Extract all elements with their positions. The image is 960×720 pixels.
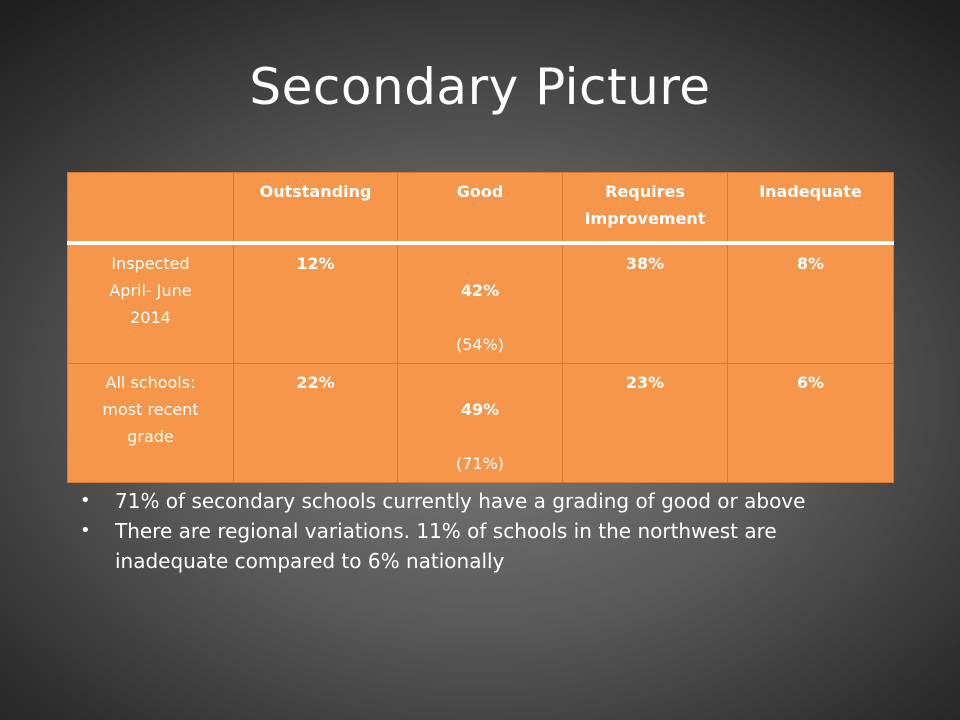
row-label: Inspected April- June 2014 (68, 243, 234, 364)
requires-improvement-value: 23% (563, 364, 728, 483)
bullet-dot-icon: • (80, 520, 91, 541)
requires-improvement-value: 38% (563, 243, 728, 364)
good-cell (398, 364, 563, 483)
header-empty-cell (68, 173, 234, 244)
header-good: Good (398, 173, 563, 244)
bullet-text: There are regional variations. 11% of schools in the northwest are inadequate compared to 6% nationally (115, 519, 777, 573)
bullet-dot-icon: • (80, 490, 91, 511)
header-inadequate: Inadequate (728, 173, 894, 244)
inadequate-value: 8% (728, 243, 894, 364)
good-cumulative-value: (54%) (455, 335, 505, 354)
bullet-text: 71% of secondary schools currently have a grading of good or above (115, 489, 806, 513)
slide-title: Secondary Picture (249, 58, 711, 116)
bullet-item (76, 486, 816, 516)
outstanding-value: 22% (234, 364, 398, 483)
table-header-row (68, 173, 894, 244)
table-row (68, 243, 894, 364)
good-value: 49% (460, 400, 500, 419)
outstanding-value: 12% (234, 243, 398, 364)
row-label: All schools: most recent grade (68, 364, 234, 483)
bullet-list (76, 486, 816, 576)
header-outstanding: Outstanding (234, 173, 398, 244)
good-value: 42% (460, 281, 500, 300)
grades-table (67, 172, 894, 483)
table-row (68, 364, 894, 483)
good-cumulative-value: (71%) (455, 454, 505, 473)
header-requires-improvement: Requires Improvement (563, 173, 728, 244)
inadequate-value: 6% (728, 364, 894, 483)
bullet-item (76, 516, 816, 576)
good-cell (398, 243, 563, 364)
